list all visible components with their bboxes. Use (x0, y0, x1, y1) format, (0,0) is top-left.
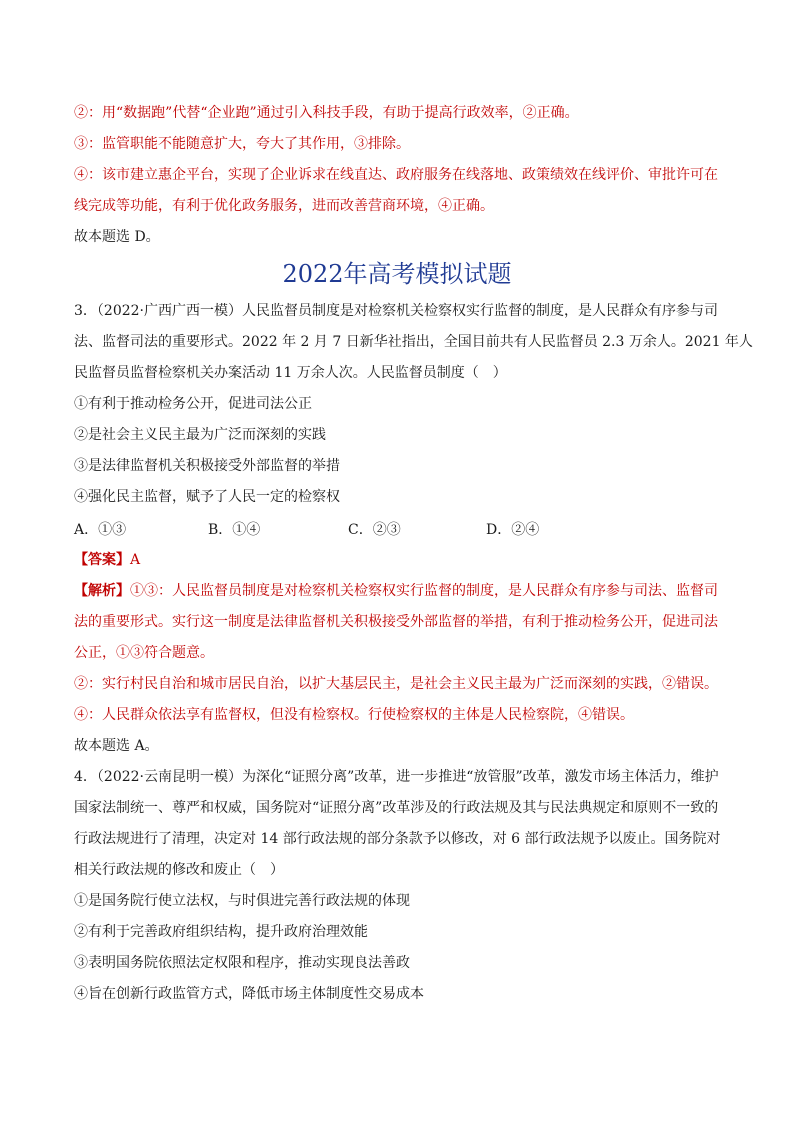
q3-conclusion: 故本题选 A。 (74, 738, 159, 754)
q3-option-1: ①有利于推动检务公开，促进司法公正 (74, 396, 312, 412)
q4-option-4: ④旨在创新行政监管方式，降低市场主体制度性交易成本 (74, 986, 424, 1002)
q3-stem-line3: 民监督员监督检察机关办案活动 11 万余人次。人民监督员制度（ ） (74, 365, 507, 381)
q3-choices (74, 519, 724, 537)
analysis-label: 【解析】 (74, 583, 130, 599)
q3-option-3: ③是法律监督机关积极接受外部监督的举措 (74, 458, 340, 474)
q3-option-4: ④强化民主监督，赋予了人民一定的检察权 (74, 489, 340, 505)
q3-analysis-line2: 法的重要形式。实行这一制度是法律监督机关积极接受外部监督的举措，有利于推动检务公开，促进司法 (74, 614, 718, 630)
prev-analysis-point-4-line1: ④：该市建立惠企平台，实现了企业诉求在线直达、政府服务在线落地、政策绩效在线评价、审批许可在 (74, 167, 718, 183)
q3-stem-line2: 法、监督司法的重要形式。2022 年 2 月 7 日新华社指出，全国目前共有人民监督员 2.3 万余人。2021 年人 (74, 334, 753, 350)
prev-conclusion: 故本题选 D。 (74, 229, 160, 245)
q4-stem-line1: 4．（2022·云南昆明一模）为深化“证照分离”改革，进一步推进“放管服”改革，激发市场主体活力，维护 (74, 769, 719, 785)
q3-choice-d: D．②④ (486, 522, 540, 538)
q3-analysis-line5: ④：人民群众依法享有监督权，但没有检察权。行使检察权的主体是人民检察院，④错误。 (74, 707, 634, 723)
q3-choice-c: C．②③ (348, 522, 401, 538)
q4-stem-line4: 相关行政法规的修改和废止（ ） (74, 862, 284, 878)
prev-analysis-point-2: ②：用“数据跑”代替“企业跑”通过引入科技手段，有助于提高行政效率，②正确。 (74, 105, 579, 121)
q3-answer (74, 551, 724, 569)
q3-analysis-line1 (74, 582, 724, 600)
q3-analysis-line4: ②：实行村民自治和城市居民自治，以扩大基层民主，是社会主义民主最为广泛而深刻的实践，②错误。 (74, 676, 718, 692)
answer-value: A (130, 552, 141, 568)
q3-choice-b: B．①④ (208, 522, 261, 538)
q4-option-1: ①是国务院行使立法权，与时俱进完善行政法规的体现 (74, 893, 410, 909)
q3-analysis-line3: 公正，①③符合题意。 (74, 645, 214, 661)
q3-stem-line1: 3．（2022·广西广西一模）人民监督员制度是对检察机关检察权实行监督的制度，是人民群众有序参与司 (74, 303, 718, 319)
q4-stem-line3: 行政法规进行了清理，决定对 14 部行政法规的部分条款予以修改，对 6 部行政法规予以废止。国务院对 (74, 831, 721, 847)
q4-option-3: ③表明国务院依照法定权限和程序，推动实现良法善政 (74, 955, 410, 971)
prev-analysis-point-3: ③：监管职能不能随意扩大，夸大了其作用，③排除。 (74, 136, 410, 152)
analysis-text: ①③：人民监督员制度是对检察机关检察权实行监督的制度，是人民群众有序参与司法、监督司 (130, 583, 718, 599)
section-title: 2022年高考模拟试题 (282, 260, 512, 288)
q4-stem-line2: 国家法制统一、尊严和权威，国务院对“证照分离”改革涉及的行政法规及其与民法典规定和原则不一致的 (74, 800, 719, 816)
q4-option-2: ②有利于完善政府组织结构，提升政府治理效能 (74, 924, 368, 940)
q3-choice-a: A．①③ (74, 522, 127, 538)
prev-analysis-point-4-line2: 线完成等功能，有利于优化政务服务，进而改善营商环境，④正确。 (74, 198, 494, 214)
q3-option-2: ②是社会主义民主最为广泛而深刻的实践 (74, 427, 326, 443)
answer-label: 【答案】 (74, 552, 130, 568)
